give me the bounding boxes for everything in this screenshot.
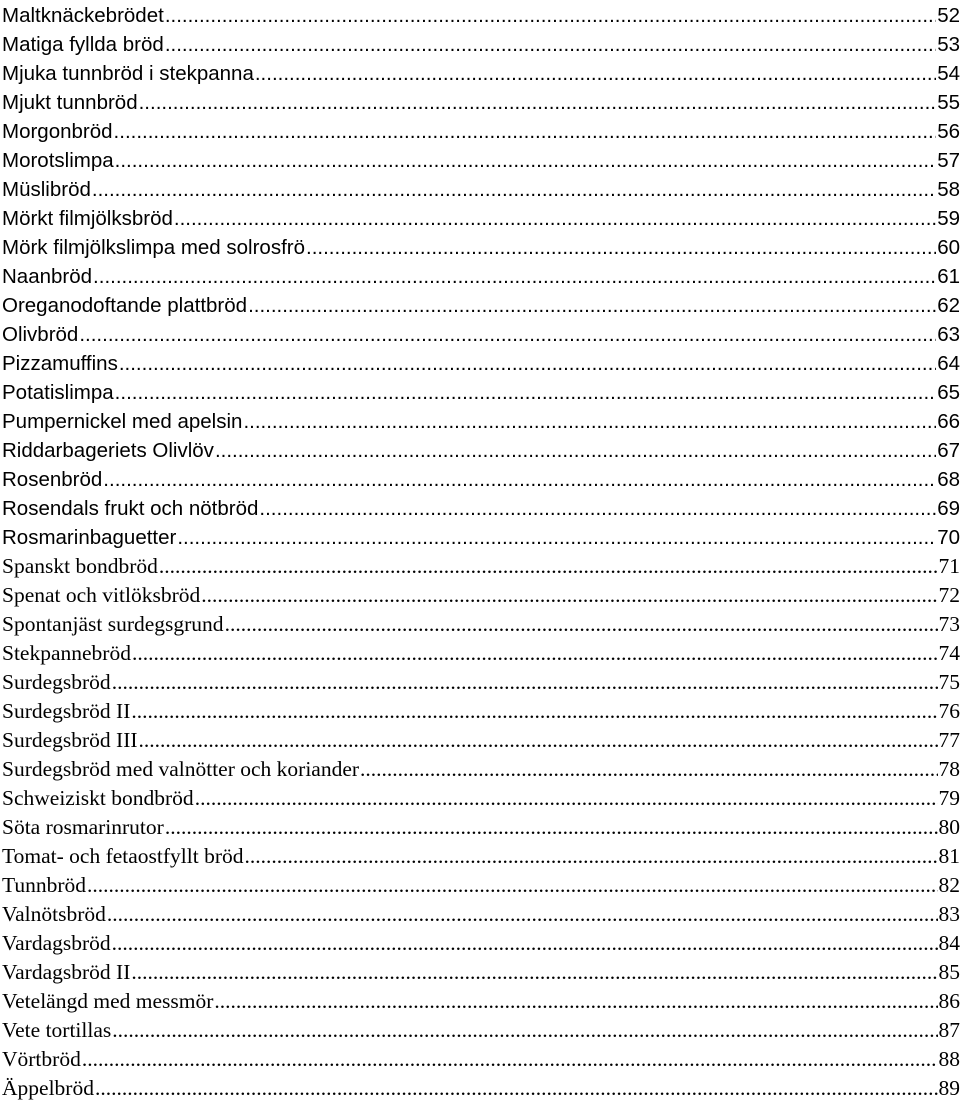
- toc-entry-page-number: 80: [938, 815, 960, 839]
- dot-leader: [79, 320, 936, 349]
- toc-entry-title: Schweiziskt bondbröd: [2, 786, 194, 810]
- dot-leader: [87, 871, 937, 900]
- toc-entry-title: Surdegsbröd med valnötter och koriander: [2, 757, 360, 781]
- toc-entry[interactable]: [2, 1074, 960, 1103]
- toc-entry[interactable]: [2, 175, 960, 204]
- toc-entry-page-number: 68: [937, 468, 960, 491]
- toc-entry-page-number: 72: [938, 583, 960, 607]
- table-of-contents: [2, 1, 960, 1103]
- dot-leader: [107, 900, 938, 929]
- toc-entry-title: Tunnbröd: [2, 873, 87, 897]
- toc-entry-page-number: 79: [938, 786, 960, 810]
- dot-leader: [82, 1045, 938, 1074]
- toc-entry-page-number: 74: [938, 641, 960, 665]
- toc-entry-title: Naanbröd: [2, 265, 93, 288]
- toc-entry-title: Morgonbröd: [2, 120, 113, 143]
- toc-entry[interactable]: [2, 30, 960, 59]
- toc-entry[interactable]: [2, 1016, 960, 1045]
- toc-entry-page-number: 78: [938, 757, 960, 781]
- toc-entry[interactable]: [2, 378, 960, 407]
- toc-entry-title: Surdegsbröd III: [2, 728, 138, 752]
- toc-entry-page-number: 55: [937, 91, 960, 114]
- toc-entry-page-number: 70: [937, 526, 960, 549]
- toc-entry-page-number: 56: [937, 120, 960, 143]
- toc-entry-title: Maltknäckebrödet: [2, 4, 164, 27]
- toc-entry-title: Rosendals frukt och nötbröd: [2, 497, 259, 520]
- dot-leader: [132, 639, 938, 668]
- toc-entry[interactable]: [2, 552, 960, 581]
- toc-entry-page-number: 66: [937, 410, 960, 433]
- dot-leader: [139, 726, 938, 755]
- toc-entry-page-number: 61: [937, 265, 960, 288]
- dot-leader: [248, 291, 936, 320]
- toc-entry-title: Vardagsbröd: [2, 931, 111, 955]
- toc-entry-title: Spenat och vitlöksbröd: [2, 583, 201, 607]
- dot-leader: [115, 146, 937, 175]
- toc-entry-page-number: 64: [937, 352, 960, 375]
- toc-entry[interactable]: [2, 494, 960, 523]
- toc-entry-page-number: 54: [937, 62, 960, 85]
- toc-entry-title: Stekpannebröd: [2, 641, 131, 665]
- toc-entry-page-number: 63: [937, 323, 960, 346]
- toc-entry[interactable]: [2, 117, 960, 146]
- dot-leader: [243, 407, 936, 436]
- toc-entry-title: Surdegsbröd II: [2, 699, 131, 723]
- toc-entry[interactable]: [2, 900, 960, 929]
- toc-entry-page-number: 88: [938, 1047, 960, 1071]
- toc-entry-page-number: 69: [937, 497, 960, 520]
- dot-leader: [195, 784, 938, 813]
- toc-entry[interactable]: [2, 1, 960, 30]
- toc-entry[interactable]: [2, 88, 960, 117]
- toc-entry[interactable]: [2, 262, 960, 291]
- toc-entry-title: Spanskt bondbröd: [2, 554, 158, 578]
- toc-entry[interactable]: [2, 465, 960, 494]
- dot-leader: [306, 233, 936, 262]
- toc-entry[interactable]: [2, 958, 960, 987]
- toc-entry-title: Tomat- och fetaostfyllt bröd: [2, 844, 244, 868]
- toc-entry[interactable]: [2, 59, 960, 88]
- dot-leader: [119, 349, 936, 378]
- toc-entry-page-number: 52: [937, 4, 960, 27]
- toc-entry[interactable]: [2, 842, 960, 871]
- toc-entry-page-number: 59: [937, 207, 960, 230]
- toc-entry[interactable]: [2, 726, 960, 755]
- dot-leader: [131, 958, 937, 987]
- toc-entry-title: Mörkt filmjölksbröd: [2, 207, 173, 230]
- toc-entry-title: Rosmarinbaguetter: [2, 526, 177, 549]
- toc-entry-page-number: 57: [937, 149, 960, 172]
- toc-entry[interactable]: [2, 871, 960, 900]
- toc-entry[interactable]: [2, 987, 960, 1016]
- toc-entry-title: Pizzamuffins: [2, 352, 118, 375]
- toc-entry-title: Potatislimpa: [2, 381, 114, 404]
- toc-entry-page-number: 71: [938, 554, 960, 578]
- toc-entry-title: Morotslimpa: [2, 149, 114, 172]
- dot-leader: [174, 204, 936, 233]
- toc-entry-title: Valnötsbröd: [2, 902, 106, 926]
- toc-entry[interactable]: [2, 204, 960, 233]
- dot-leader: [259, 494, 936, 523]
- toc-entry[interactable]: [2, 784, 960, 813]
- toc-entry-page-number: 73: [938, 612, 960, 636]
- toc-entry-title: Mörk filmjölkslimpa med solrosfrö: [2, 236, 306, 259]
- toc-entry-title: Oreganodoftande plattbröd: [2, 294, 248, 317]
- toc-entry-title: Äppelbröd: [2, 1076, 94, 1100]
- toc-entry[interactable]: [2, 291, 960, 320]
- toc-entry-page-number: 82: [938, 873, 960, 897]
- toc-entry-page-number: 89: [938, 1076, 960, 1100]
- dot-leader: [215, 436, 936, 465]
- toc-entry-page-number: 60: [937, 236, 960, 259]
- dot-leader: [131, 697, 937, 726]
- dot-leader: [103, 465, 936, 494]
- toc-entry-page-number: 67: [937, 439, 960, 462]
- toc-entry-title: Vörtbröd: [2, 1047, 81, 1071]
- toc-entry-title: Spontanjäst surdegsgrund: [2, 612, 224, 636]
- toc-entry[interactable]: [2, 407, 960, 436]
- dot-leader: [139, 88, 937, 117]
- toc-entry-title: Vetelängd med messmör: [2, 989, 214, 1013]
- toc-entry[interactable]: [2, 523, 960, 552]
- toc-entry[interactable]: [2, 697, 960, 726]
- toc-entry-page-number: 81: [938, 844, 960, 868]
- toc-entry-page-number: 85: [938, 960, 960, 984]
- dot-leader: [214, 987, 937, 1016]
- toc-entry[interactable]: [2, 320, 960, 349]
- toc-entry-page-number: 65: [937, 381, 960, 404]
- toc-entry-page-number: 62: [937, 294, 960, 317]
- toc-entry[interactable]: [2, 668, 960, 697]
- dot-leader: [165, 813, 938, 842]
- toc-entry-title: Rosenbröd: [2, 468, 103, 491]
- toc-entry-page-number: 87: [938, 1018, 960, 1042]
- toc-entry-title: Surdegsbröd: [2, 670, 111, 694]
- toc-entry-title: Pumpernickel med apelsin: [2, 410, 243, 433]
- toc-entry[interactable]: [2, 581, 960, 610]
- toc-entry-page-number: 84: [938, 931, 960, 955]
- dot-leader: [112, 929, 938, 958]
- dot-leader: [159, 552, 938, 581]
- toc-entry-title: Riddarbageriets Olivlöv: [2, 439, 214, 462]
- toc-entry[interactable]: [2, 929, 960, 958]
- toc-entry-page-number: 75: [938, 670, 960, 694]
- dot-leader: [114, 117, 937, 146]
- toc-entry[interactable]: [2, 610, 960, 639]
- dot-leader: [177, 523, 936, 552]
- toc-entry-page-number: 53: [937, 33, 960, 56]
- dot-leader: [92, 175, 936, 204]
- toc-entry-title: Olivbröd: [2, 323, 79, 346]
- dot-leader: [165, 1, 936, 30]
- toc-entry[interactable]: [2, 233, 960, 262]
- toc-entry-page-number: 58: [937, 178, 960, 201]
- toc-entry[interactable]: [2, 349, 960, 378]
- toc-entry-page-number: 76: [938, 699, 960, 723]
- toc-entry[interactable]: [2, 813, 960, 842]
- toc-entry-title: Vete tortillas: [2, 1018, 112, 1042]
- toc-entry[interactable]: [2, 436, 960, 465]
- toc-entry-page-number: 86: [938, 989, 960, 1013]
- toc-entry-title: Müslibröd: [2, 178, 91, 201]
- toc-entry-page-number: 83: [938, 902, 960, 926]
- toc-entry[interactable]: [2, 639, 960, 668]
- toc-entry[interactable]: [2, 1045, 960, 1074]
- toc-entry[interactable]: [2, 146, 960, 175]
- dot-leader: [115, 378, 937, 407]
- dot-leader: [165, 30, 936, 59]
- dot-leader: [112, 668, 938, 697]
- toc-entry-title: Matiga fyllda bröd: [2, 33, 164, 56]
- dot-leader: [93, 262, 936, 291]
- dot-leader: [112, 1016, 937, 1045]
- toc-entry[interactable]: [2, 755, 960, 784]
- dot-leader: [201, 581, 937, 610]
- dot-leader: [360, 755, 937, 784]
- dot-leader: [95, 1074, 938, 1103]
- toc-entry-title: Mjukt tunnbröd: [2, 91, 138, 114]
- toc-entry-title: Vardagsbröd II: [2, 960, 131, 984]
- toc-entry-title: Mjuka tunnbröd i stekpanna: [2, 62, 254, 85]
- dot-leader: [255, 59, 936, 88]
- toc-entry-page-number: 77: [938, 728, 960, 752]
- dot-leader: [245, 842, 938, 871]
- dot-leader: [225, 610, 938, 639]
- toc-entry-title: Söta rosmarinrutor: [2, 815, 164, 839]
